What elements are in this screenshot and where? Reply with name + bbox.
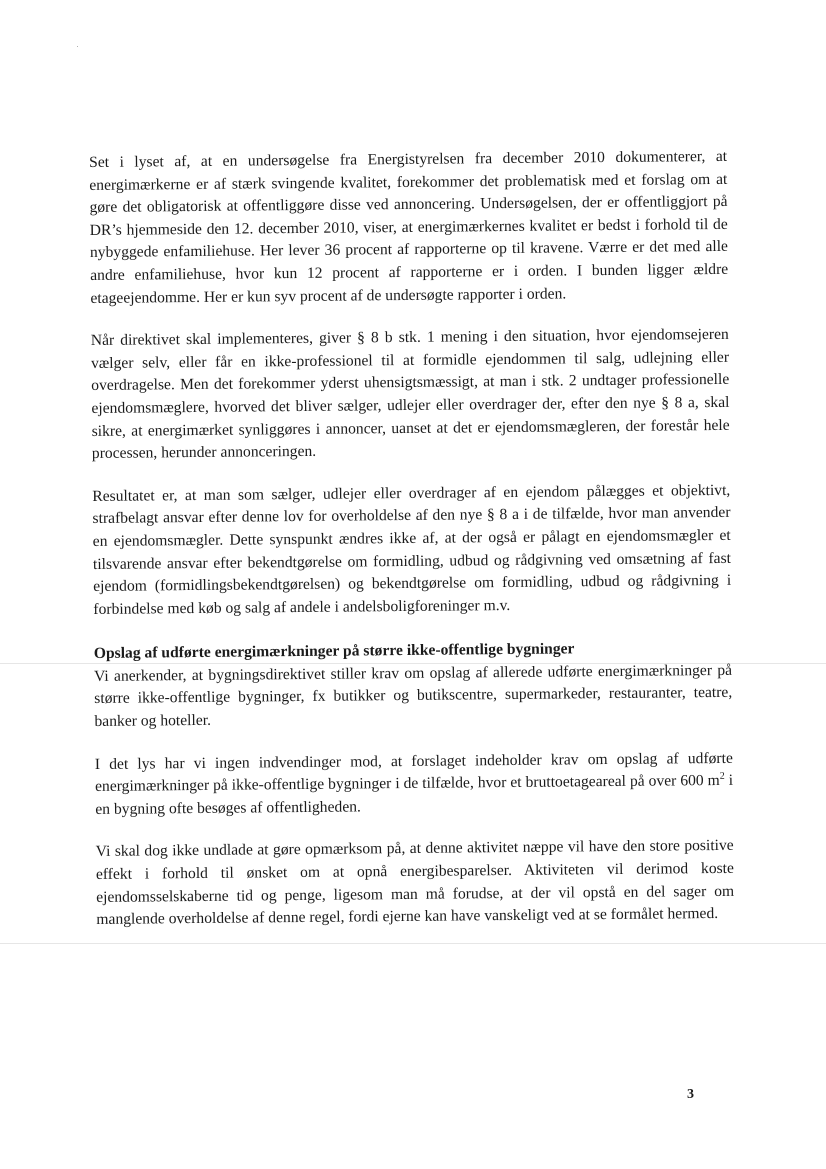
paragraph-limited-effect: Vi skal dog ikke undlade at gøre opmærksom på, at denne aktivitet næppe vil have den store positive effekt i forhold til ønsket om at opnå energibesparelser. Aktiviteten vil derimod koste ejendomsselskaberne tid og penge, ligesom man må forudse, at der vil opstå en del sager om manglende overholdelse af denne regel, fordi ejerne kan have vanskeligt ved at se formålet hermed. — [95, 837, 735, 929]
area-text-before: I det lys har vi ingen indvendinger mod, at forslaget indeholder krav om opslag af udførte energimærkninger på ikke-offentlige bygninger i de tilfælde, hvor et bruttoetageareal på over 600 m — [94, 749, 733, 796]
square-superscript: 2 — [719, 770, 725, 783]
paragraph-seller-liability: Resultatet er, at man som sælger, udlejer eller overdrager af en ejendom pålægges et objektivt, strafbelagt ansvar efter denne lov for overholdelse af den nye § 8 a i de tilfælde, hvor man anvender en ejendomsmægler. Dette synspunkt ændres ikke af, at der også er pålagt en ejendomsmægler et tilsvarende ansvar efter bekendtgørelse om formidling, udbud og rådgivning ved omsætning af fast ejendom (formidlingsbekendtgørelsen) og bekendtgørelse om formidling, udbud og rådgivning i forbindelse med køb og salg af andele i andelsboligforeninger m.v. — [92, 481, 732, 618]
paragraph-acknowledgement: Vi anerkender, at bygningsdirektivet stiller krav om opslag af allerede udførte energimærkninger på større ikke-offentlige bygninger, fx butikker og butikscentre, supermarkeder, restauranter, teatre, banker og hoteller. — [93, 661, 733, 731]
page-number: 3 — [687, 1087, 694, 1102]
paragraph-directive-implementation: Når direktivet skal implementeres, giver § 8 b stk. 1 mening i den situation, hvor ejendomsejeren vælger selv, eller får en ikke-professionel til at formidle ejendommen til salg, udlejning eller overdragelse. Men det forekommer yderst uhensigtsmæssigt, at man i stk. 2 undtager professionelle ejendomsmæglere, hvorved det bliver sælger, udlejer eller overdrager der, efter den nye § 8 a, skal sikre, at energimærket synliggøres i annoncer, uanset at det er ejendomsmægleren, der forestår hele processen, herunder annonceringen. — [90, 326, 730, 463]
section-posting-energy-labels — [94, 637, 733, 733]
area-text-after: i en bygning ofte besøges af offentligheden. — [95, 772, 734, 818]
document-body — [89, 146, 735, 952]
scan-speck — [77, 46, 78, 47]
section-heading: Opslag af udførte energimærkninger på større ikke-offentlige bygninger — [93, 640, 575, 663]
paragraph-energy-label-quality: Set i lyset af, at en undersøgelse fra Energistyrelsen fra december 2010 dokumenterer, at energimærkerne er af stærk svingende kvalitet, forekommer det problematisk med et forslag om at gøre det obligatorisk at offentliggøre disse ved annoncering. Undersøgelsen, der er offentliggjort på DR’s hjemmeside den 12. december 2010, viser, at energimærkernes kvalitet er bedst i forhold til de nybyggede enfamiliehuse. Her lever 36 procent af rapporterne op til kravene. Værre er det med alle andre enfamiliehuse, hvor kun 12 procent af rapporterne er i orden. I bunden ligger ældre etageejendomme. Her er kun syv procent af de undersøgte rapporter i orden. — [89, 147, 729, 307]
paragraph-no-objections — [95, 748, 734, 822]
